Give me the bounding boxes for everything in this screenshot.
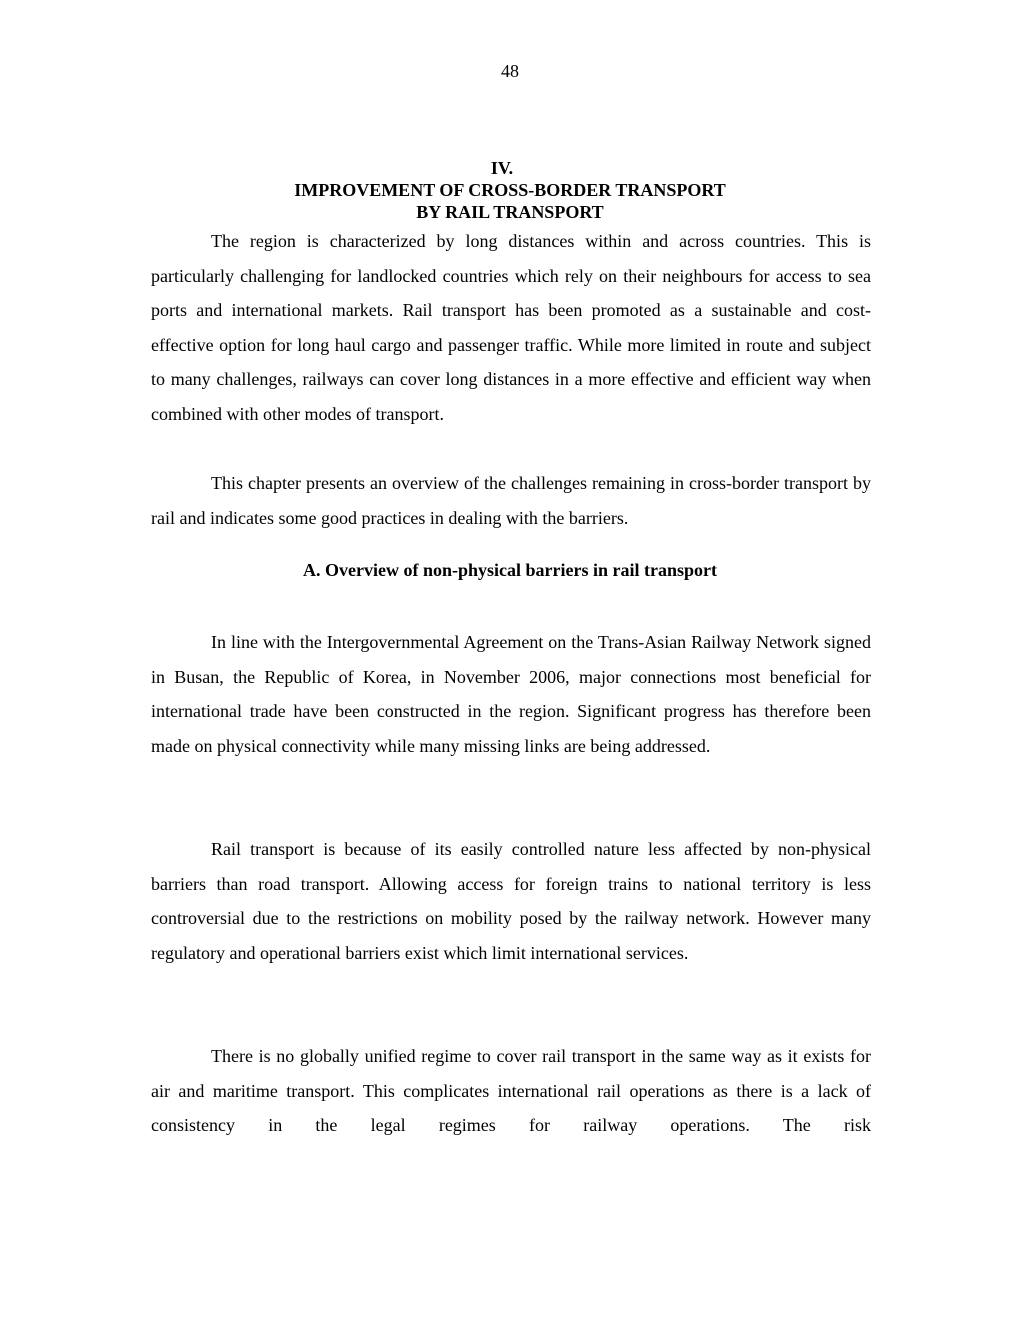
paragraph-chapter-overview: This chapter presents an overview of the challenges remaining in cross-border transport by rail and indicates some good practices in dealing with the barriers. <box>151 473 871 528</box>
chapter-title-line-1: IMPROVEMENT OF CROSS-BORDER TRANSPORT <box>294 180 726 200</box>
paragraph-tar-agreement: In line with the Intergovernmental Agreement on the Trans-Asian Railway Network signed in Busan, the Republic of Korea, in November 2006, major connections most beneficial for international trade have been constructed in the region. Significant progress has therefore been made on physical connectivity while many missing links are being addressed. <box>151 632 871 756</box>
section-heading: A. Overview of non-physical barriers in rail transport <box>303 560 717 580</box>
paragraph-non-physical-barriers: Rail transport is because of its easily controlled nature less affected by non-physical barriers than road transport. Allowing access for foreign trains to national territory is less controversial due to the restrictions on mobility posed by the railway network. However many regulatory and operational barriers exist which limit international services. <box>151 839 871 963</box>
page-number: 48 <box>501 61 519 81</box>
chapter-title-line-2: BY RAIL TRANSPORT <box>416 202 604 222</box>
chapter-heading-line-1 <box>150 157 870 201</box>
chapter-heading <box>150 157 870 223</box>
paragraph-legal-regime: There is no globally unified regime to cover rail transport in the same way as it exists for air and maritime transport. This complicates international rail operations as there is a lack of consistency in the legal regimes for railway operations. The risk <box>151 1046 871 1135</box>
chapter-numeral: IV. <box>490 158 514 178</box>
paragraph-intro: The region is characterized by long distances within and across countries. This is particularly challenging for landlocked countries which rely on their neighbours for access to sea ports and international markets. Rail transport has been promoted as a sustainable and cost-effective option for long haul cargo and passenger traffic. While more limited in route and subject to many challenges, railways can cover long distances in a more effective and efficient way when combined with other modes of transport. <box>151 231 871 424</box>
